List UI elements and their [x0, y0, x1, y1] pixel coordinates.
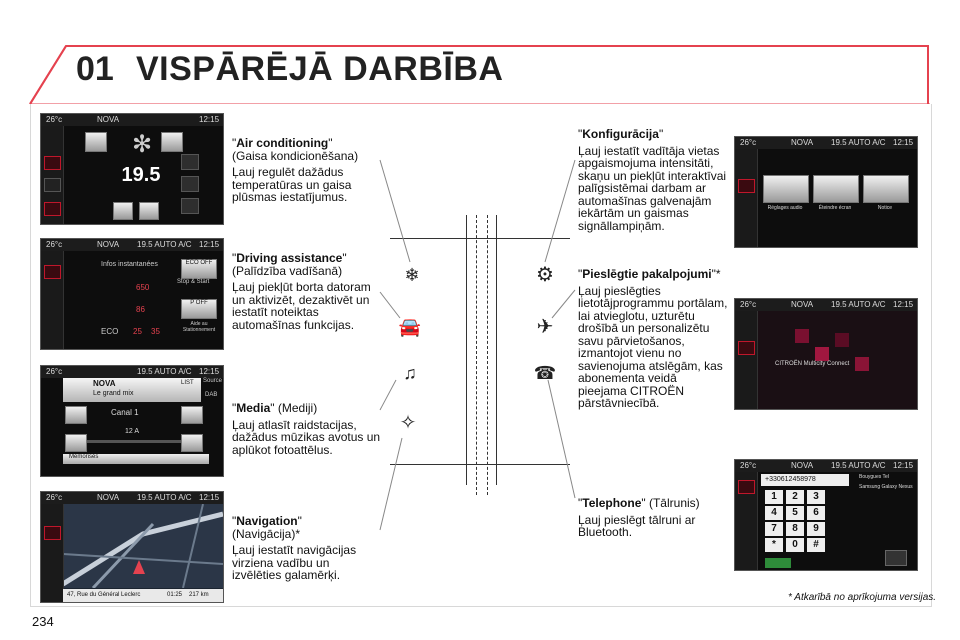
section-title: Konfigurācija	[582, 127, 659, 141]
phone-side-controls	[735, 472, 758, 570]
keypad-key[interactable]: 3	[807, 490, 825, 504]
connect-side-controls	[735, 311, 758, 409]
status-temp: 26°c	[46, 493, 63, 502]
nav-time: 01:25	[167, 592, 183, 598]
config-side-controls	[735, 149, 758, 247]
status-bar	[735, 460, 917, 472]
status-clim: 19.5 AUTO A/C	[137, 493, 192, 502]
page-title: VISPĀRĒJĀ DARBĪBA	[136, 50, 504, 88]
eco-off-button[interactable]: ECO OFF	[181, 259, 217, 279]
connect-brand: CITROËN Multicity Connect	[775, 361, 850, 367]
status-temp: 26°c	[740, 461, 757, 470]
status-clim: 19.5 AUTO A/C	[137, 240, 192, 249]
phone-number-field[interactable]: +330612458978	[761, 474, 849, 486]
station-name: NOVA	[93, 379, 116, 388]
section-title: Driving assistance	[236, 251, 343, 265]
section-desc: Ļauj iestatīt vadītāja vietas apgaismojuma intensitāti, skaņu un piekļūt interaktīvai palīgsistēmai darbam ar automašīnas galvenajām iekārtām un gaismas signāllampiņām.	[578, 143, 727, 233]
status-temp: 26°c	[740, 138, 757, 147]
keypad-key[interactable]: 7	[765, 522, 783, 536]
section-subtitle: (Tālrunis)	[648, 496, 700, 510]
park-assist-button[interactable]: P OFF	[181, 299, 217, 319]
keypad-key[interactable]: 2	[786, 490, 804, 504]
keypad-key[interactable]: 1	[765, 490, 783, 504]
ac-temp-display: 19.5	[121, 164, 161, 186]
section-desc: Ļauj regulēt dažādus temperatūras un gaisa plūsmas iestatījumus.	[232, 165, 352, 204]
section-desc: Ļauj pieslēgt tālruni ar Bluetooth.	[578, 512, 696, 539]
eco-label: ECO	[101, 327, 119, 336]
section-desc: Ļauj piekļūt borta datoram un aktivizēt, dezaktivēt un iestatīt noteiktas automašīnas funkcijas.	[232, 280, 371, 332]
status-clim: 19.5 AUTO A/C	[831, 300, 886, 309]
audio-settings-button[interactable]	[763, 175, 809, 203]
phone-device: Samsung Galaxy Nexus	[859, 484, 913, 490]
config-menu-button[interactable]	[738, 179, 755, 193]
info-title: Infos instantanées	[101, 261, 158, 268]
keypad-key[interactable]: 8	[786, 522, 804, 536]
air-conditioning-icon[interactable]: ❄	[404, 265, 420, 285]
section-connected-services: "Pieslēgtie pakalpojumi"* Ļauj pieslēgties lietotājprogrammu portālam, lai atvieglotu, uzturētu drošībā un personalizētu savu pārvietošanos, izmantojot vienu no savienojuma atslēgām, kas abonementa veidā pieejama CITROËN pārstāvniecībā.	[578, 267, 728, 410]
telephone-icon[interactable]: ☎	[533, 363, 557, 383]
status-temp: 26°c	[46, 240, 63, 249]
keypad-key[interactable]: 4	[765, 506, 783, 520]
nav-distance: 217 km	[189, 592, 209, 598]
status-time: 12:15	[199, 367, 220, 376]
frequency-label: 12 A	[125, 428, 140, 435]
section-driving-assistance: "Driving assistance" (Palīdzība vadīšanā) Ļauj piekļūt borta datoram un aktivizēt, dezaktivēt un iestatīt noteiktas automašīnas funkcijas.	[232, 252, 382, 335]
section-desc: Ļauj pieslēgties lietotājprogrammu portālam, lai atvieglotu, uzturētu drošībā un personalizētu savu pārvietošanos, izmantojot vienu no savienojuma atslēgām, kas abonementa veidā pieejama CITROËN pārstāvniecībā.	[578, 283, 728, 410]
section-title: Pieslēgtie pakalpojumi	[582, 267, 712, 281]
screen-off-button[interactable]	[813, 175, 859, 203]
media-music-icon[interactable]: ♫	[403, 363, 417, 383]
chapter-number: 01	[76, 50, 114, 88]
info-value-4: 35	[151, 327, 160, 336]
status-source: NOVA	[791, 300, 814, 309]
section-title-suffix: *	[715, 267, 721, 281]
status-bar	[735, 137, 917, 149]
phone-operator: Bouygues Tel	[859, 474, 889, 480]
keypad-key[interactable]: 9	[807, 522, 825, 536]
section-title: Media	[236, 401, 271, 415]
nav-street: 47, Rue du Général Leclerc	[67, 592, 141, 598]
park-assist-caption: Aide au Stationnement	[182, 321, 216, 333]
section-navigation: "Navigation" (Navigācija)* Ļauj iestatīt navigācijas virziena vadību un izvēlēties galamērķi.	[232, 515, 382, 586]
source-button[interactable]: Source	[203, 378, 223, 384]
screen-connected-services	[734, 298, 918, 410]
section-subtitle: (Palīdzība vadīšanā)	[232, 263, 343, 278]
mosaic-tile	[815, 347, 829, 361]
status-time: 12:15	[893, 461, 914, 470]
settings-gears-icon[interactable]: ⚙	[536, 264, 554, 286]
hang-up-button[interactable]	[885, 550, 907, 566]
status-source: NOVA	[97, 115, 120, 124]
status-time: 12:15	[199, 115, 220, 124]
screen-configuration	[734, 136, 918, 248]
status-time: 12:15	[199, 493, 220, 502]
status-temp: 26°c	[740, 300, 757, 309]
connect-menu-button[interactable]	[738, 341, 755, 355]
section-media: "Media" (Mediji) Ļauj atlasīt raidstacijas, dažādus mūzikas avotus un aplūkot fotoattēlus.	[232, 401, 381, 457]
section-configuration: "Konfigurācija" Ļauj iestatīt vadītāja vietas apgaismojuma intensitāti, skaņu un piekļūt interaktīvai palīgsistēmai darbam ar automašīnas galvenajām iekārtām un gaismas signāllampiņām.	[578, 127, 727, 233]
station-subtitle: Le grand mix	[93, 390, 134, 397]
status-source: NOVA	[97, 240, 120, 249]
status-time: 12:15	[199, 240, 220, 249]
keypad-key[interactable]: 0	[786, 538, 804, 552]
info-value-1: 650	[136, 283, 150, 292]
mosaic-tile	[795, 329, 809, 343]
memory-bar[interactable]: Mémorisés	[63, 454, 209, 464]
mosaic-tile	[835, 333, 849, 347]
status-source: NOVA	[791, 138, 814, 147]
section-title: Telephone	[582, 496, 642, 510]
section-subtitle: (Gaisa kondicionēšana)	[232, 148, 359, 163]
status-clim: 19.5 AUTO A/C	[831, 461, 886, 470]
info-value-2: 86	[136, 305, 145, 314]
status-clim: 19.5 AUTO A/C	[831, 138, 886, 147]
driving-car-icon[interactable]: 🚘	[398, 317, 422, 337]
channel-label: Canal 1	[111, 408, 139, 417]
section-title: Air conditioning	[236, 136, 329, 150]
keypad-key[interactable]: 6	[807, 506, 825, 520]
phone-menu-button[interactable]	[738, 480, 755, 494]
status-time: 12:15	[893, 138, 914, 147]
list-button[interactable]: LIST	[181, 380, 194, 386]
keypad-key[interactable]: 5	[786, 506, 804, 520]
config-item-2: Notice	[877, 205, 893, 211]
status-temp: 26°c	[46, 115, 63, 124]
navigation-compass-icon[interactable]: ✧	[399, 412, 417, 434]
section-telephone: "Telephone" (Tālrunis) Ļauj pieslēgt tālruni ar Bluetooth.	[578, 497, 728, 543]
keypad-key[interactable]: #	[807, 538, 825, 552]
status-bar	[735, 299, 917, 311]
mosaic-tile	[855, 357, 869, 371]
info-value-3: 25	[133, 327, 142, 336]
config-item-0: Réglages audio	[767, 205, 803, 211]
status-time: 12:15	[893, 300, 914, 309]
call-button[interactable]	[765, 558, 791, 568]
connected-services-icon[interactable]: ✈	[536, 316, 554, 338]
section-air-conditioning: "Air conditioning" (Gaisa kondicionēšana) Ļauj regulēt dažādus temperatūras un gaisa plūsmas iestatījumus.	[232, 137, 382, 208]
section-subtitle: (Mediji)	[277, 401, 318, 415]
page-number: 234	[32, 614, 54, 629]
section-desc: Ļauj iestatīt navigācijas virziena vadību un izvēlēties galamērķi.	[232, 543, 357, 582]
screen-telephone	[734, 459, 918, 571]
keypad-key[interactable]: *	[765, 538, 783, 552]
config-item-1: Éteindre écran	[818, 205, 852, 211]
status-clim: 19.5 AUTO A/C	[137, 367, 192, 376]
status-temp: 26°c	[46, 367, 63, 376]
manual-button[interactable]	[863, 175, 909, 203]
stop-start-label: Stop & Start	[177, 279, 210, 285]
dab-label: DAB	[205, 392, 218, 398]
phone-keypad	[765, 490, 825, 560]
footnote: * Atkarībā no aprīkojuma versijas.	[788, 592, 937, 603]
fan-icon: ✻	[131, 131, 153, 158]
section-title: Navigation	[236, 514, 298, 528]
section-subtitle: (Navigācija)*	[232, 526, 301, 541]
status-source: NOVA	[97, 493, 120, 502]
status-source: NOVA	[791, 461, 814, 470]
section-desc: Ļauj atlasīt raidstacijas, dažādus mūzikas avotus un aplūkot fotoattēlus.	[232, 417, 381, 457]
